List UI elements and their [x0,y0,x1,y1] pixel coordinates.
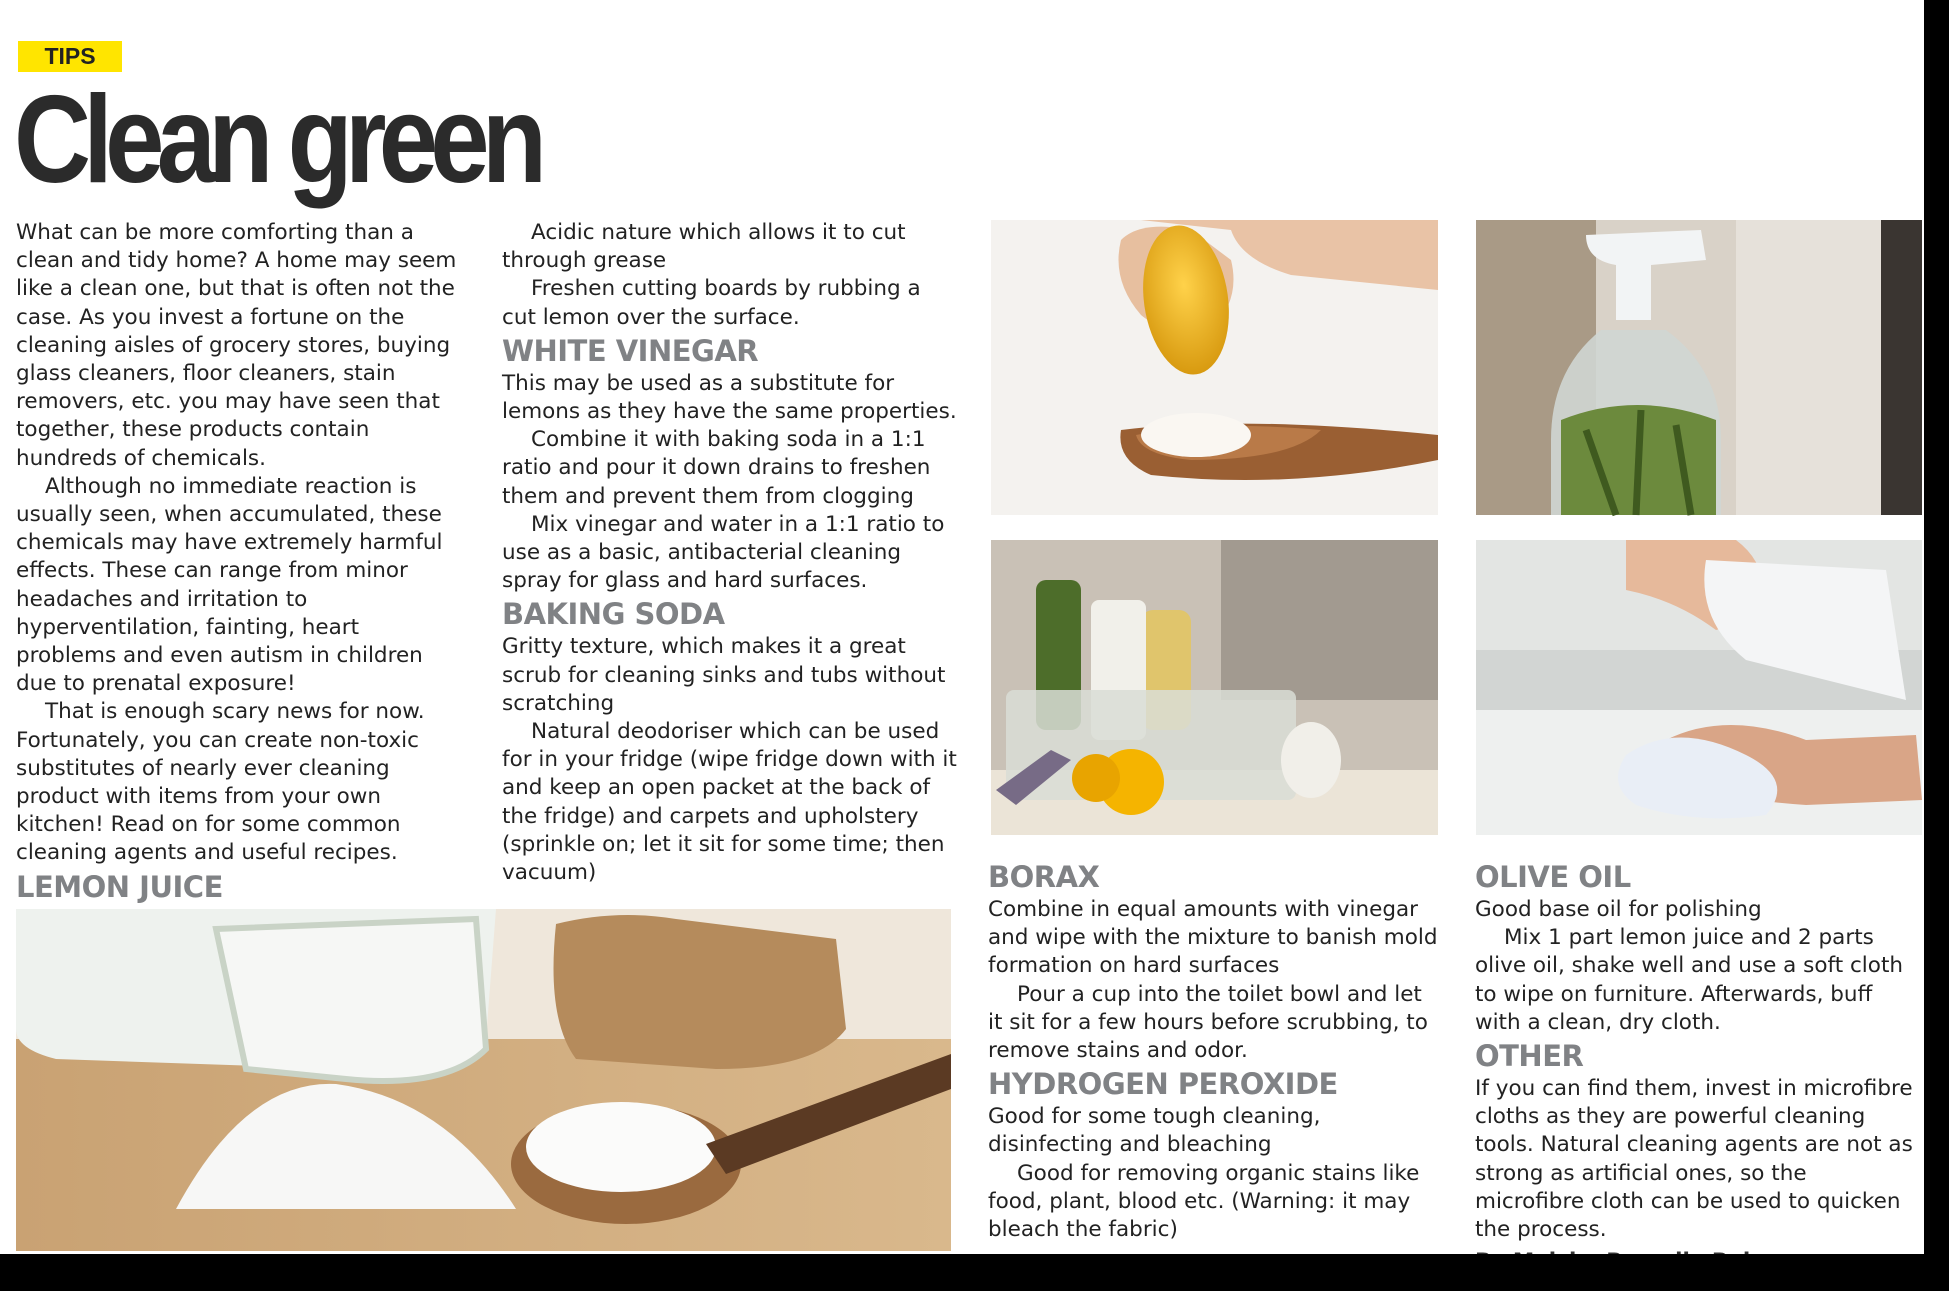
bottom-border [0,1254,1949,1291]
baking-soda-heading: BAKING SODA [502,597,725,632]
borax-heading: BORAX [988,860,1100,894]
article-title: Clean green [14,71,540,209]
cleaning-supplies-photo [991,540,1438,835]
hydrogen-peroxide-heading: HYDROGEN PEROXIDE [988,1067,1338,1102]
right-border [1924,0,1949,1291]
intro-paragraph-1: What can be more comforting than a clean and tidy home? A home may seem like a clean one, but that is often not the case. As you invest a fortune on the cleaning aisles of grocery stores, buying glass cleaners, floor cleaners, stain removers, etc. you may have seen that together, these products contain hundreds of chemicals. [16,220,457,471]
olive-oil-text-2: Mix 1 part lemon juice and 2 parts olive oil, shake well and use a soft cloth to wipe on furniture. Afterwards, buff with a clean, dry cloth. [1475,925,1903,1035]
column-4 [1475,858,1920,1276]
hydrogen-peroxide-text-1: Good for some tough cleaning, disinfecting and bleaching [988,1104,1321,1158]
lemon-juice-heading: LEMON JUICE [16,869,223,904]
olive-oil-text-1: Good base oil for polishing [1475,897,1762,922]
other-text-1: If you can find them, invest in microfibre cloths as they are powerful cleaning tools. Natural cleaning agents are not as strong as artificial ones, so the microfibre cloth can be used to quicken the process. [1475,1076,1913,1243]
other-heading: OTHER [1475,1039,1584,1074]
borax-text-2: Pour a cup into the toilet bowl and let it sit for a few hours before scrubbing, to remove stains and odor. [988,981,1428,1064]
section-tag: TIPS [18,41,122,72]
column-3 [988,858,1443,1244]
lemon-juice-text-3: Freshen cutting boards by rubbing a cut lemon over the surface. [502,276,921,330]
baking-soda-text-1: Gritty texture, which makes it a great scrub for cleaning sinks and tubs without scratching [502,634,946,716]
column-1 [16,219,466,934]
hydrogen-peroxide-text-2: Good for removing organic stains like food, plant, blood etc. (Warning: it may bleach the fabric) [988,1160,1420,1243]
baking-soda-photo [16,909,951,1251]
lemon-photo [991,220,1438,515]
lemon-juice-text-2: Acidic nature which allows it to cut through grease [502,220,906,274]
spray-bottle-photo [1476,220,1922,515]
baking-soda-text-2: Natural deodoriser which can be used for in your fridge (wipe fridge down with it and keep an open packet at the back of the fridge) and carpets and upholstery (sprinkle on; let it sit for some time; then vacuum) [502,719,957,886]
column-2 [502,219,957,887]
olive-oil-heading: OLIVE OIL [1475,860,1631,894]
white-vinegar-text-3: Mix vinegar and water in a 1:1 ratio to use as a basic, antibacterial cleaning spray for glass and hard surfaces. [502,511,945,594]
borax-text-1: Combine in equal amounts with vinegar and wipe with the mixture to banish mold formation on hard surfaces [988,897,1438,979]
intro-paragraph-3: That is enough scary news for now. Fortunately, you can create non-toxic substitutes of nearly ever cleaning product with items from your own kitchen! Read on for some common cleaning agents and useful recipes. [16,699,425,866]
white-vinegar-heading: WHITE VINEGAR [502,333,759,368]
white-vinegar-text-2: Combine it with baking soda in a 1:1 ratio and pour it down drains to freshen them and prevent them from clogging [502,427,931,509]
intro-paragraph-2: Although no immediate reaction is usually seen, when accumulated, these chemicals may have extremely harmful effects. These can range from minor headaches and irritation to hyperventilation, fainting, heart problems and even autism in children due to prenatal exposure! [16,473,443,697]
white-vinegar-text-1: This may be used as a substitute for lemons as they have the same properties. [502,370,957,425]
wiping-surface-photo [1476,540,1922,835]
